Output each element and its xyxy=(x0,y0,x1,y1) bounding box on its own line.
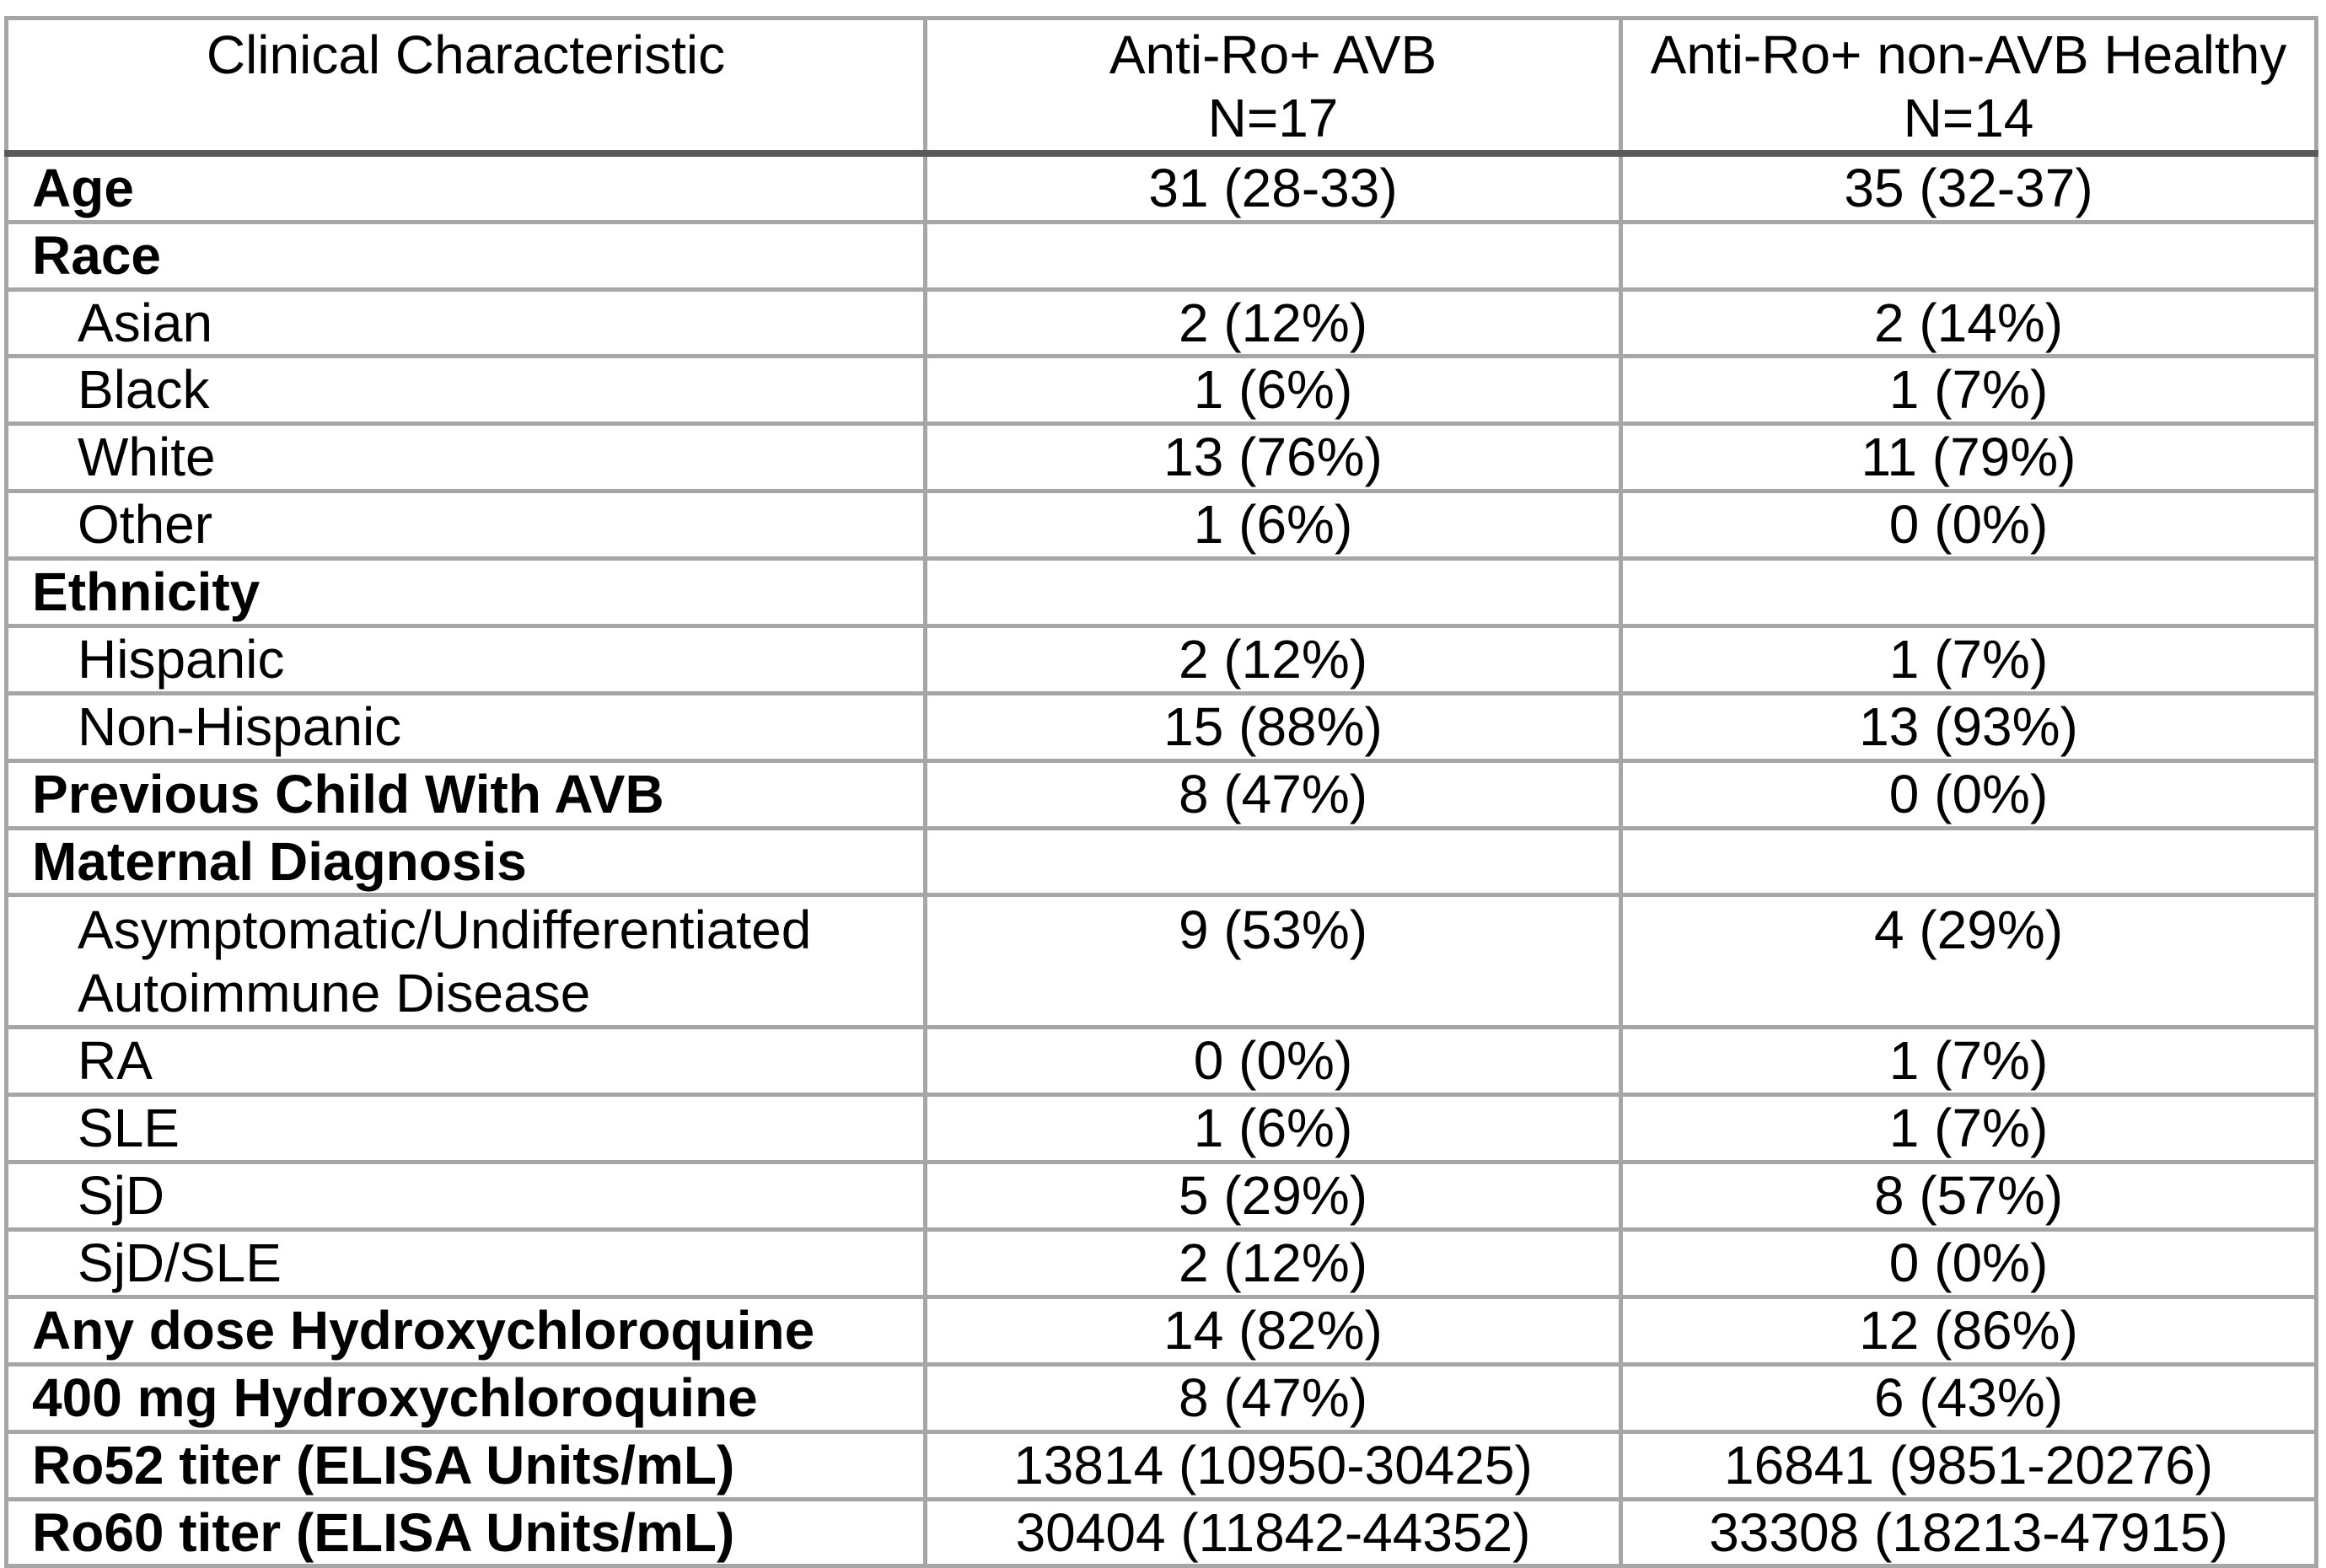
table-row-400mg-hydroxychloroquine xyxy=(7,1364,2317,1431)
row-value-avb: 13814 (10950-30425) xyxy=(926,1431,1621,1499)
row-value-nonavb: 35 (32-37) xyxy=(1621,153,2317,222)
row-value-nonavb: 8 (57%) xyxy=(1621,1163,2317,1230)
row-value-nonavb: 16841 (9851-20276) xyxy=(1621,1431,2317,1499)
row-label: Previous Child With AVB xyxy=(7,760,926,828)
row-label: Ro60 titer (ELISA Units/mL) xyxy=(7,1499,926,1566)
table-row-other xyxy=(7,491,2317,559)
table-row-white xyxy=(7,424,2317,491)
row-label: Asymptomatic/Undifferentiated Autoimmune Disease xyxy=(7,895,926,1028)
row-value-avb: 9 (53%) xyxy=(926,895,1621,1028)
row-label: Asian xyxy=(7,289,926,357)
row-value-avb: 2 (12%) xyxy=(926,626,1621,693)
row-value-avb: 15 (88%) xyxy=(926,693,1621,760)
table-row-ra xyxy=(7,1028,2317,1095)
row-label: 400 mg Hydroxychloroquine xyxy=(7,1364,926,1431)
row-value-nonavb: 13 (93%) xyxy=(1621,693,2317,760)
row-value-nonavb: 12 (86%) xyxy=(1621,1297,2317,1364)
row-value-nonavb: 1 (7%) xyxy=(1621,1095,2317,1163)
header-clinical-characteristic: Clinical Characteristic xyxy=(7,19,926,153)
header-group-nonavb xyxy=(1621,19,2317,153)
row-label: Non-Hispanic xyxy=(7,693,926,760)
row-value-nonavb xyxy=(1621,828,2317,895)
row-label: Black xyxy=(7,357,926,424)
row-value-nonavb: 0 (0%) xyxy=(1621,760,2317,828)
row-label: Other xyxy=(7,491,926,559)
row-value-avb: 30404 (11842-44352) xyxy=(926,1499,1621,1566)
row-value-nonavb: 11 (79%) xyxy=(1621,424,2317,491)
table-row-hispanic xyxy=(7,626,2317,693)
row-label: Maternal Diagnosis xyxy=(7,828,926,895)
table-row-non-hispanic xyxy=(7,693,2317,760)
table-row-sjd xyxy=(7,1163,2317,1230)
header-group-nonavb-title: Anti-Ro+ non-AVB Healthy xyxy=(1650,24,2287,85)
table-row-race xyxy=(7,222,2317,289)
row-label: SjD xyxy=(7,1163,926,1230)
row-value-nonavb: 4 (29%) xyxy=(1621,895,2317,1028)
row-label: Age xyxy=(7,153,926,222)
row-value-avb xyxy=(926,222,1621,289)
row-value-avb: 0 (0%) xyxy=(926,1028,1621,1095)
header-row xyxy=(7,19,2317,153)
row-value-nonavb: 33308 (18213-47915) xyxy=(1621,1499,2317,1566)
row-value-nonavb: 6 (43%) xyxy=(1621,1364,2317,1431)
header-group-avb xyxy=(926,19,1621,153)
row-label: RA xyxy=(7,1028,926,1095)
row-label: Any dose Hydroxychloroquine xyxy=(7,1297,926,1364)
row-value-nonavb: 1 (7%) xyxy=(1621,357,2317,424)
table-row-ro52-titer xyxy=(7,1431,2317,1499)
header-group-avb-title: Anti-Ro+ AVB xyxy=(1109,24,1437,85)
clinical-characteristics-table xyxy=(4,16,2318,1568)
row-value-avb xyxy=(926,559,1621,626)
row-value-nonavb: 0 (0%) xyxy=(1621,491,2317,559)
row-value-avb: 8 (47%) xyxy=(926,760,1621,828)
row-value-avb: 1 (6%) xyxy=(926,1095,1621,1163)
table-row-black xyxy=(7,357,2317,424)
table-row-sle xyxy=(7,1095,2317,1163)
table-row-maternal-diagnosis xyxy=(7,828,2317,895)
header-group-avb-n: N=17 xyxy=(1207,87,1339,148)
row-value-avb: 14 (82%) xyxy=(926,1297,1621,1364)
row-label: Ethnicity xyxy=(7,559,926,626)
row-value-avb xyxy=(926,828,1621,895)
row-value-nonavb: 2 (14%) xyxy=(1621,289,2317,357)
row-value-avb: 2 (12%) xyxy=(926,289,1621,357)
row-value-nonavb xyxy=(1621,222,2317,289)
row-value-nonavb xyxy=(1621,559,2317,626)
row-value-avb: 1 (6%) xyxy=(926,357,1621,424)
table-row-age xyxy=(7,153,2317,222)
row-value-avb: 2 (12%) xyxy=(926,1230,1621,1297)
row-label: White xyxy=(7,424,926,491)
row-value-nonavb: 1 (7%) xyxy=(1621,1028,2317,1095)
row-value-avb: 31 (28-33) xyxy=(926,153,1621,222)
table-row-ro60-titer xyxy=(7,1499,2317,1566)
row-label: Race xyxy=(7,222,926,289)
table-row-previous-child-avb xyxy=(7,760,2317,828)
row-value-nonavb: 1 (7%) xyxy=(1621,626,2317,693)
row-label: Hispanic xyxy=(7,626,926,693)
row-value-avb: 8 (47%) xyxy=(926,1364,1621,1431)
table-row-asian xyxy=(7,289,2317,357)
row-value-avb: 13 (76%) xyxy=(926,424,1621,491)
row-value-avb: 1 (6%) xyxy=(926,491,1621,559)
table-row-asymptomatic-undifferentiated xyxy=(7,895,2317,1028)
row-value-avb: 5 (29%) xyxy=(926,1163,1621,1230)
table-row-sjd-sle xyxy=(7,1230,2317,1297)
row-label: Ro52 titer (ELISA Units/mL) xyxy=(7,1431,926,1499)
header-group-nonavb-n: N=14 xyxy=(1903,87,2034,148)
table-row-ethnicity xyxy=(7,559,2317,626)
row-label: SjD/SLE xyxy=(7,1230,926,1297)
row-label: SLE xyxy=(7,1095,926,1163)
row-value-nonavb: 0 (0%) xyxy=(1621,1230,2317,1297)
table-row-any-dose-hydroxychloroquine xyxy=(7,1297,2317,1364)
